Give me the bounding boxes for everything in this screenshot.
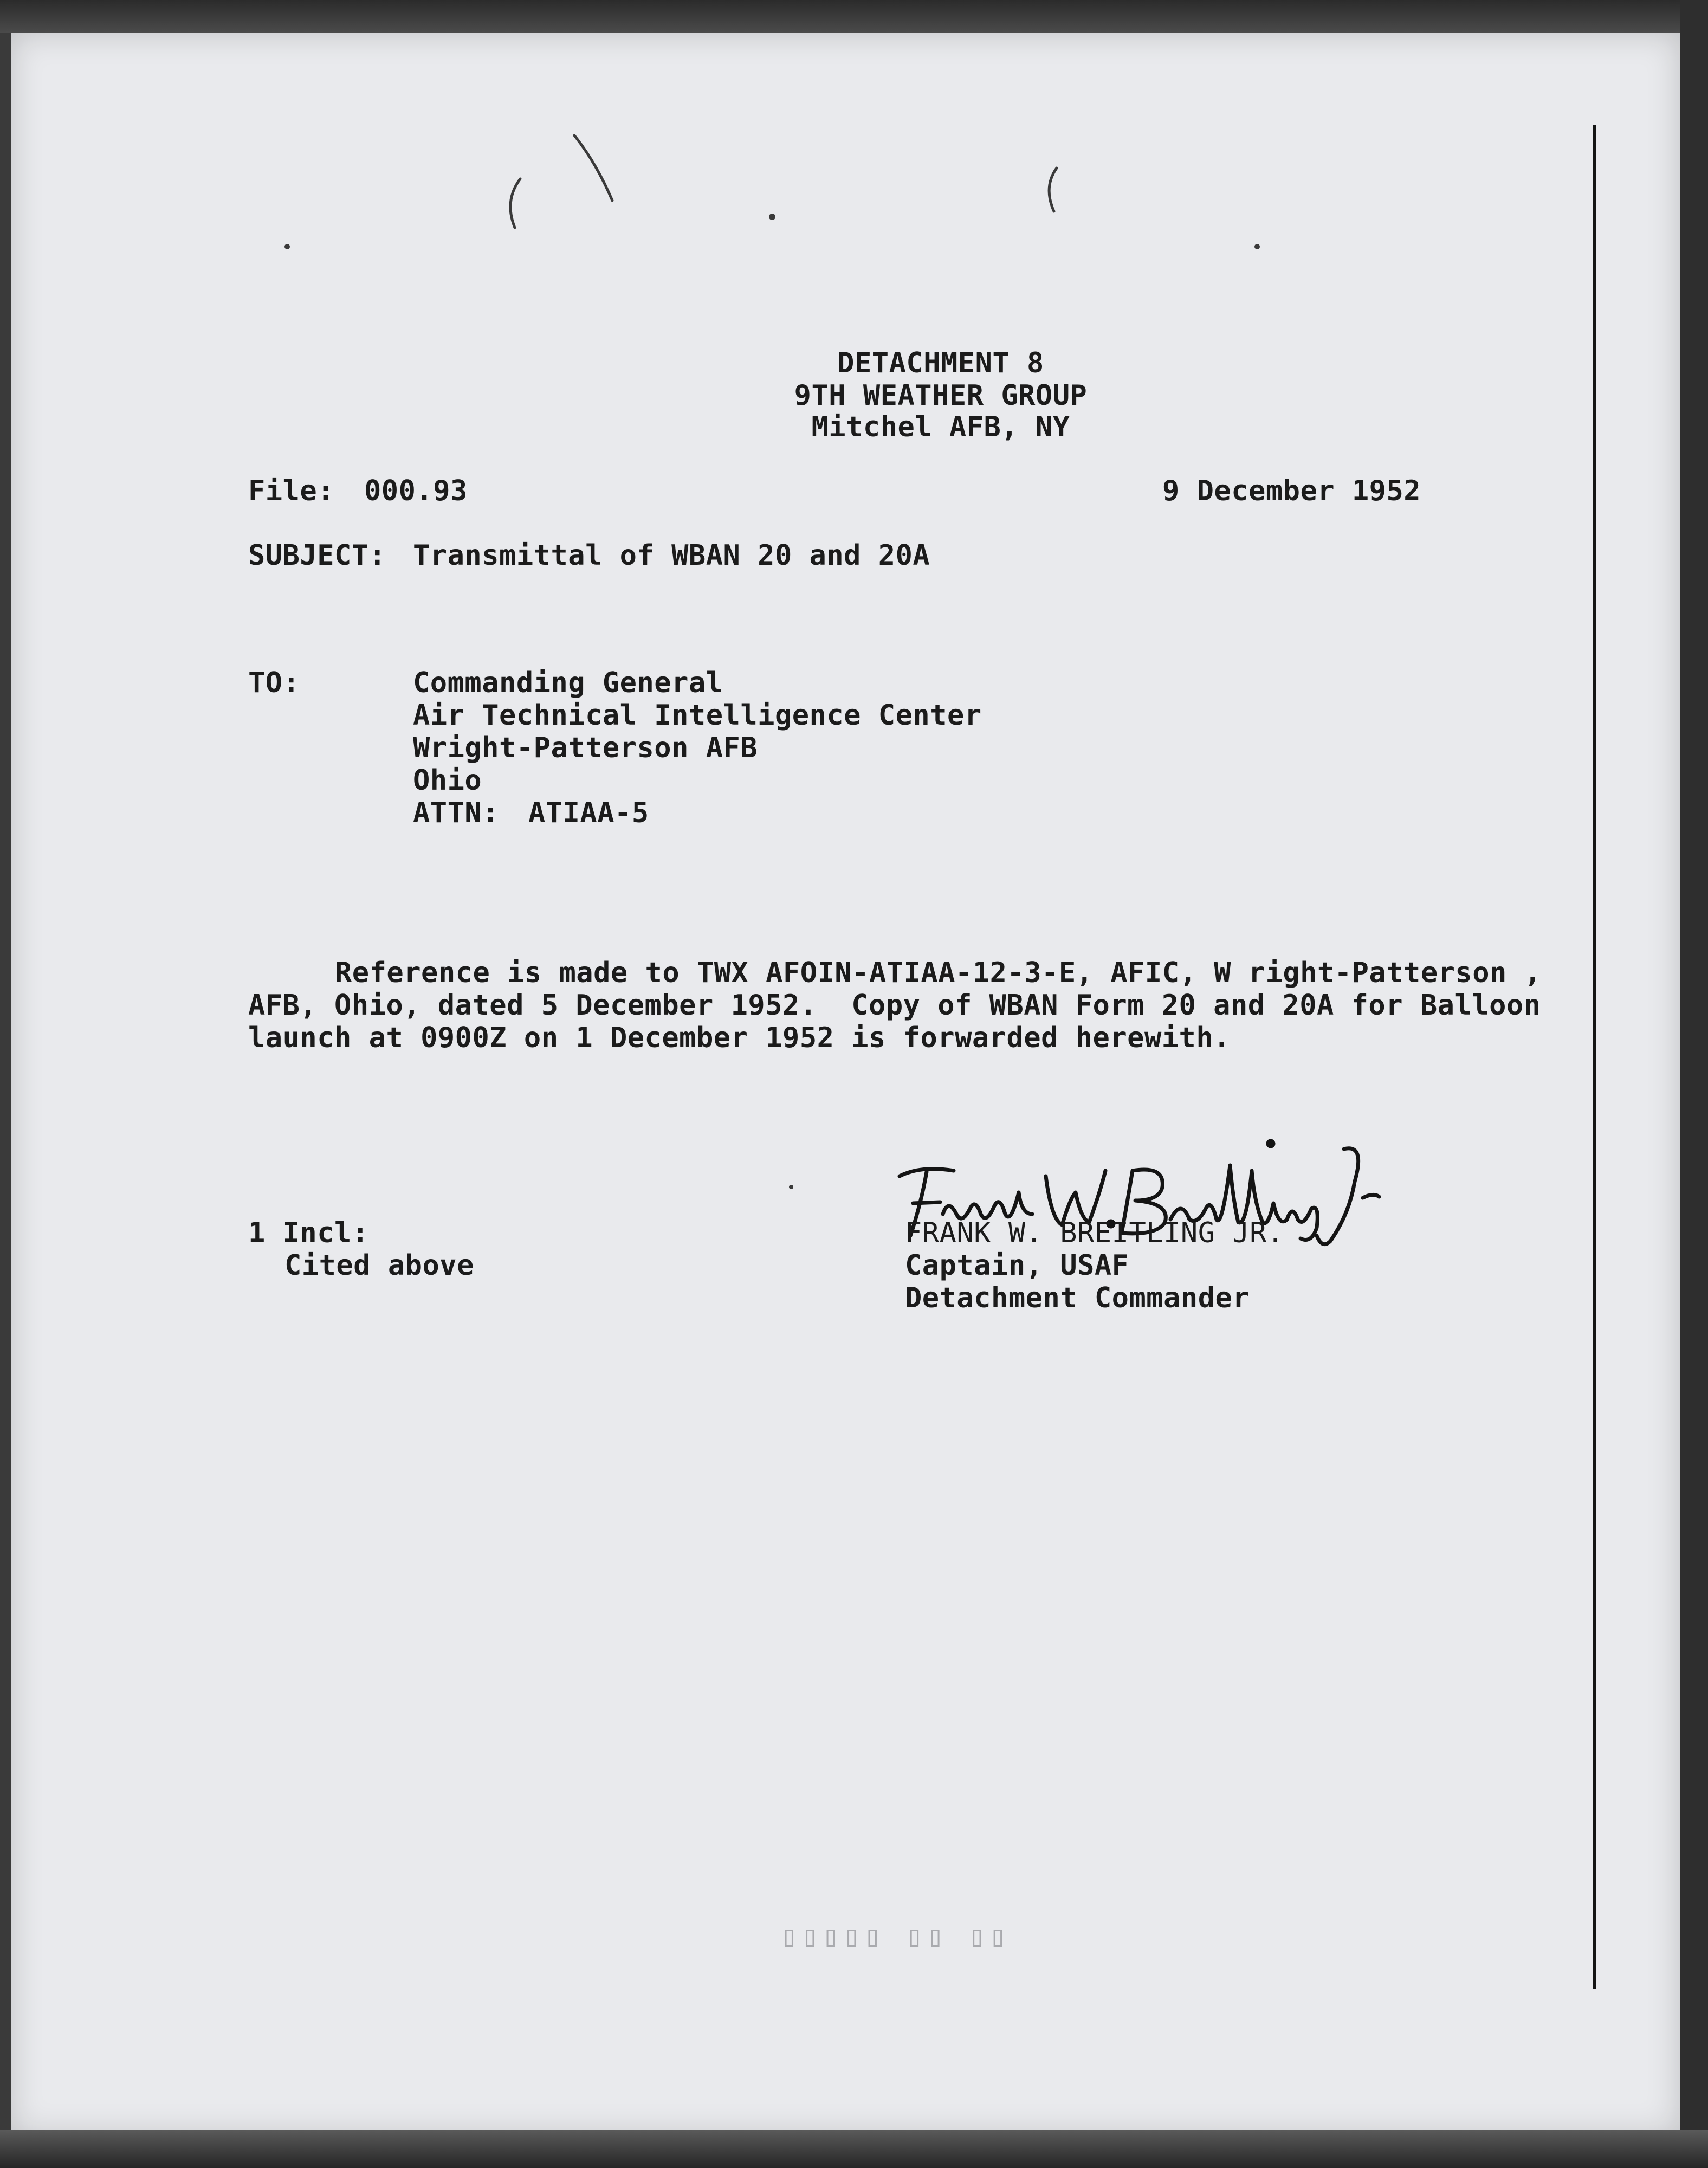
address-line: Air Technical Intelligence Center [413, 699, 982, 732]
signer-rank: Captain, USAF [905, 1249, 1129, 1282]
attn-label: ATTN: [413, 797, 500, 829]
subject-label: SUBJECT: [248, 539, 386, 572]
film-top-border [0, 0, 1708, 33]
body-line: Reference is made to TWX AFOIN-ATIAA-12-3-E, AFIC, W right-Patterson , [335, 957, 1542, 989]
address-line: Ohio [413, 764, 482, 797]
file-label: File: [248, 475, 335, 507]
letter-date: 9 December 1952 [1162, 475, 1421, 507]
signer-name: FRANK W. BREITLING JR. [905, 1217, 1284, 1249]
film-right-border [1680, 0, 1708, 2168]
address-line: Wright-Patterson AFB [413, 732, 758, 764]
body-line: AFB, Ohio, dated 5 December 1952. Copy of WBAN Form 20 and 20A for Balloon [248, 989, 1541, 1022]
body-line: launch at 0900Z on 1 December 1952 is forwarded herewith. [248, 1022, 1231, 1054]
enclosure-description: Cited above [284, 1249, 474, 1282]
letterhead-unit: DETACHMENT 8 [837, 347, 1044, 379]
signer-title: Detachment Commander [905, 1282, 1250, 1314]
letterhead-location: Mitchel AFB, NY [811, 411, 1070, 443]
to-label: TO: [248, 667, 300, 699]
file-number: 000.93 [364, 475, 468, 507]
address-line: Commanding General [413, 667, 723, 699]
letterhead-group: 9TH WEATHER GROUP [794, 379, 1088, 412]
subject-text: Transmittal of WBAN 20 and 20A [413, 539, 930, 572]
enclosure-count: 1 Incl: [248, 1217, 369, 1249]
attn-value: ATIAA-5 [528, 797, 649, 829]
faint-ink-stamp: ▯▯▯▯▯ ▯▯ ▯▯ [780, 1919, 1010, 1953]
film-bottom-border [0, 2130, 1708, 2168]
